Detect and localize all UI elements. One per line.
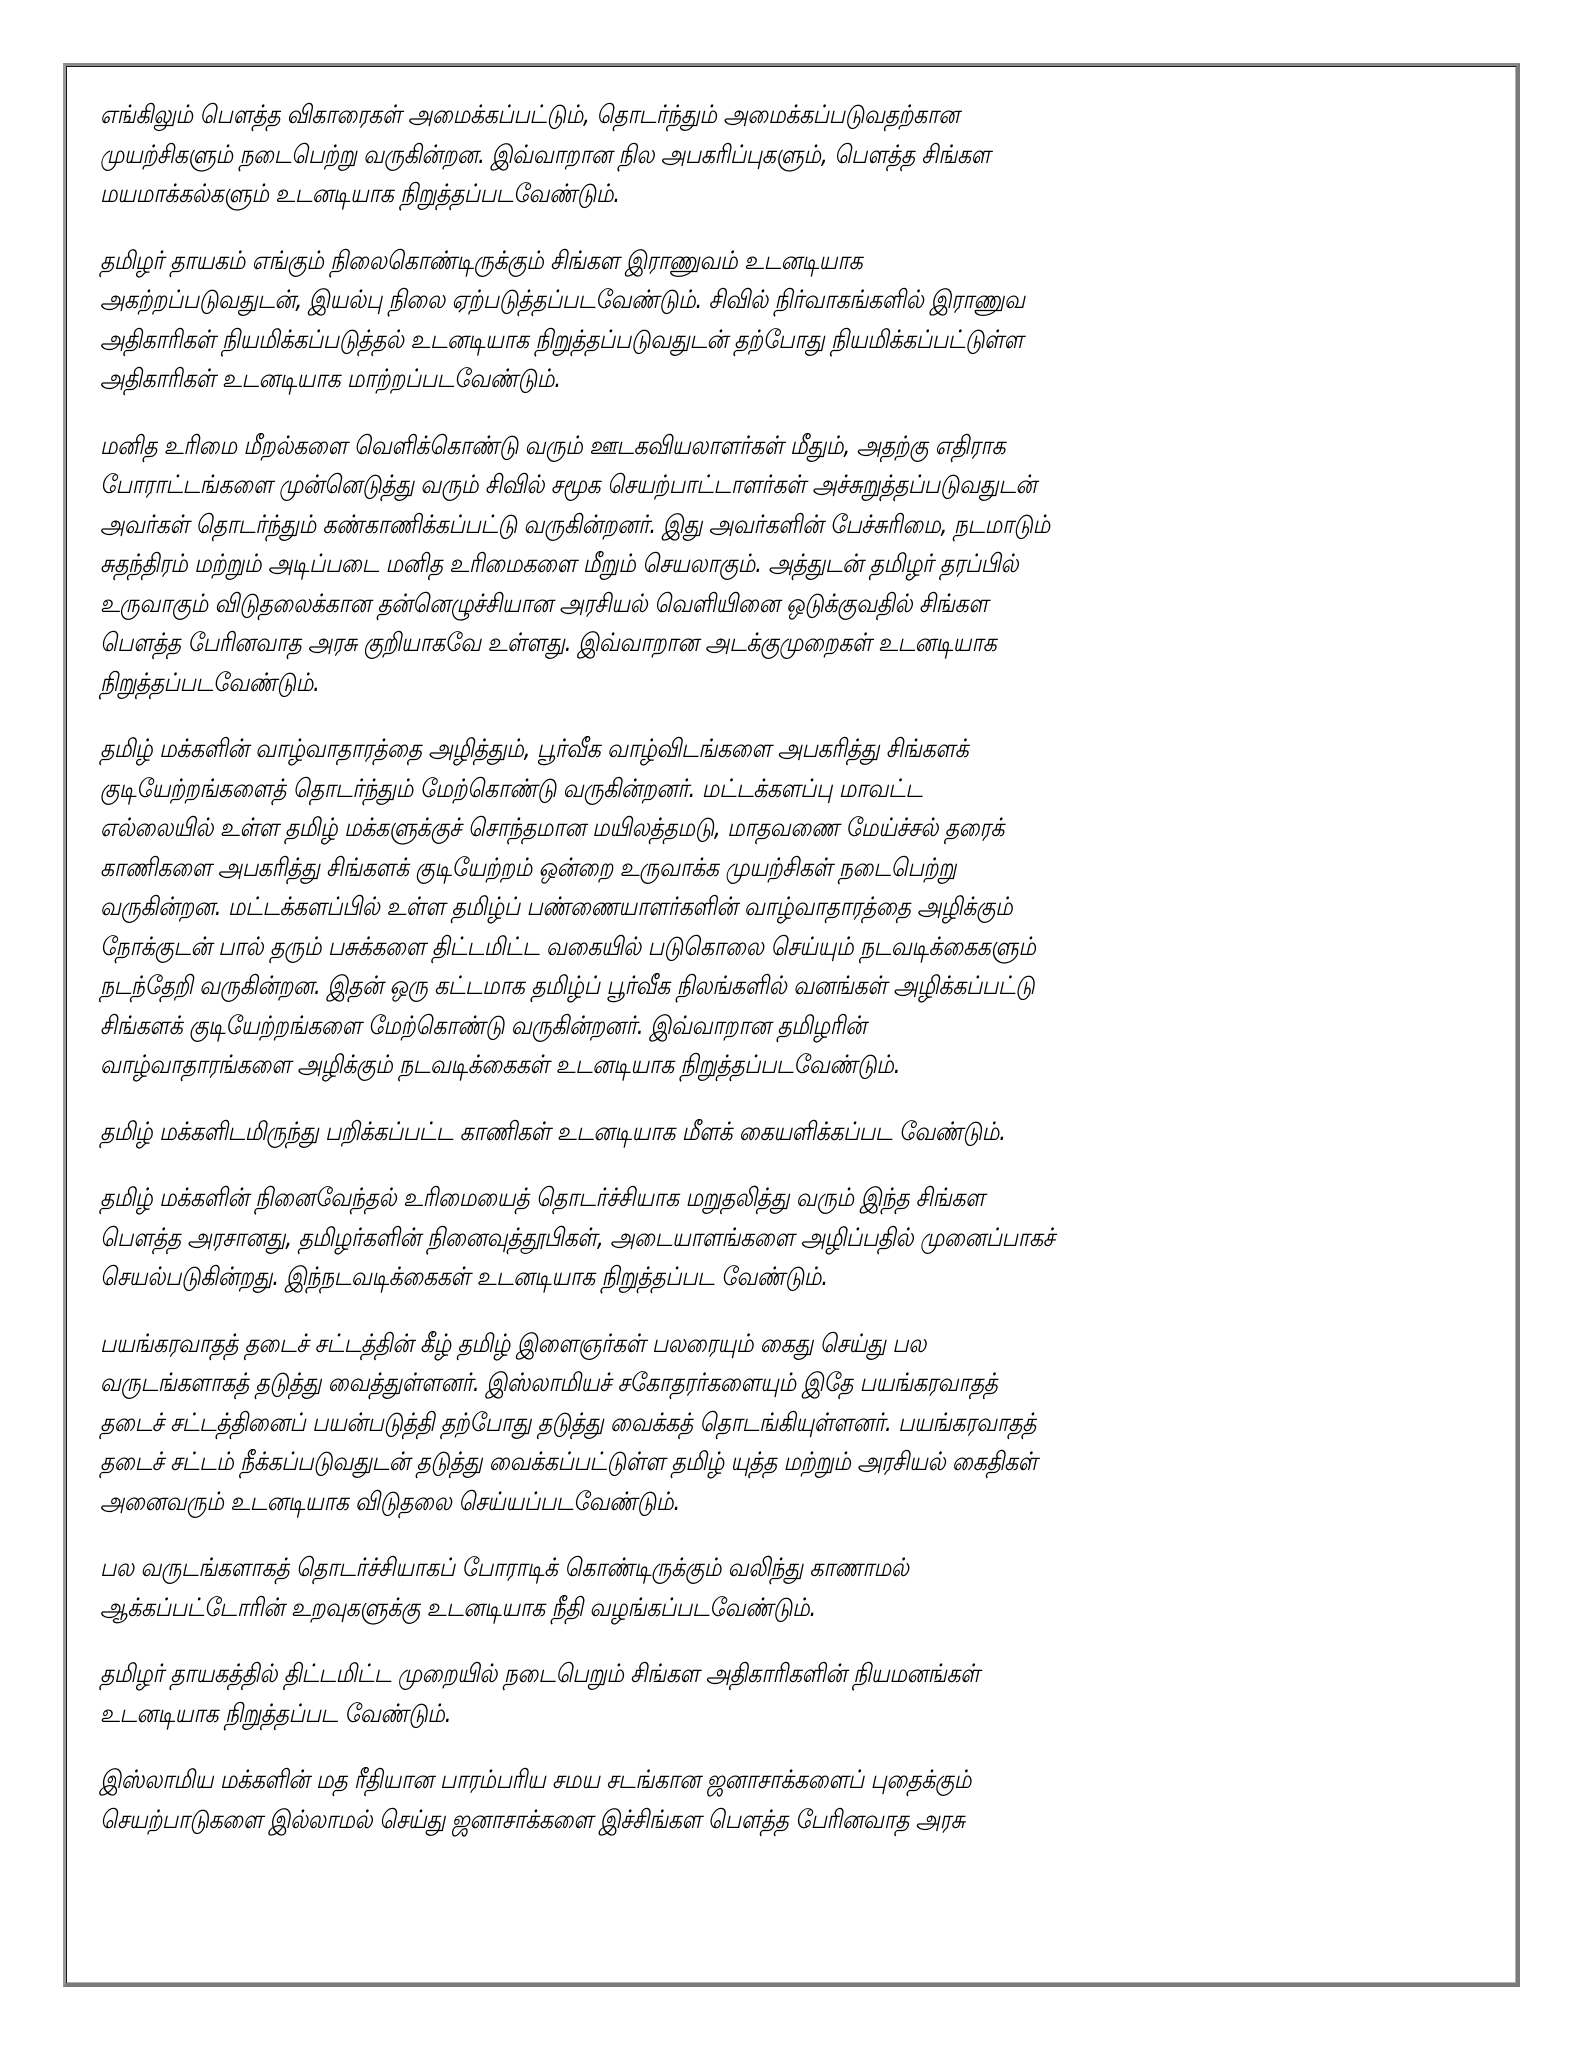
paragraph <box>100 1113 1493 1153</box>
paragraph <box>100 427 1493 704</box>
page-frame <box>63 63 1520 1987</box>
text-line: செயல்படுகின்றது. இந்நடவடிக்கைகள் உடனடியாக நிறுத்தப்பட வேண்டும். <box>100 1262 828 1292</box>
text-line: தடைச் சட்டம் நீக்கப்படுவதுடன் தடுத்து வைக்கப்பட்டுள்ள தமிழ் யுத்த மற்றும் அரசியல் கைதிகள் <box>100 1447 1038 1477</box>
text-line: தமிழ் மக்களின் வாழ்வாதாரத்தை அழித்தும், பூர்வீக வாழ்விடங்களை அபகரித்து சிங்களக் <box>100 734 969 764</box>
text-line: இஸ்லாமிய மக்களின் மத ரீதியான பாரம்பரிய சமய சடங்கான ஜனாசாக்களைப் புதைக்கும் <box>100 1765 972 1795</box>
text-line: அகற்றப்படுவதுடன், இயல்பு நிலை ஏற்படுத்தப்படவேண்டும். சிவில் நிர்வாகங்களில் இராணுவ <box>100 285 1025 315</box>
text-line: தடைச் சட்டத்தினைப் பயன்படுத்தி தற்போது தடுத்து வைக்கத் தொடங்கியுள்ளனர். பயங்கரவாதத் <box>100 1407 1037 1438</box>
text-line: நடந்தேறி வருகின்றன. இதன் ஒரு கட்டமாக தமிழ்ப் பூர்வீக நிலங்களில் வனங்கள் அழிக்கப்பட்டு <box>100 971 1035 1001</box>
text-line: தமிழர் தாயகம் எங்கும் நிலைகொண்டிருக்கும் சிங்கள இராணுவம் உடனடியாக <box>100 245 863 276</box>
text-line: அனைவரும் உடனடியாக விடுதலை செய்யப்படவேண்டும். <box>100 1486 680 1517</box>
paragraph <box>100 1761 1493 1840</box>
text-line: நோக்குடன் பால் தரும் பசுக்களை திட்டமிட்ட வகையில் படுகொலை செய்யும் நடவடிக்கைகளும் <box>100 931 1036 962</box>
paragraph <box>100 730 1493 1086</box>
text-line: பௌத்த பேரினவாத அரசு குறியாகவே உள்ளது. இவ்வாறான அடக்குமுறைகள் உடனடியாக <box>100 628 997 658</box>
paragraph <box>100 1325 1493 1523</box>
text-line: ஆக்கப்பட்டோரின் உறவுகளுக்கு உடனடியாக நீதி வழங்கப்படவேண்டும். <box>100 1592 817 1623</box>
text-line: உடனடியாக நிறுத்தப்பட வேண்டும். <box>100 1698 452 1729</box>
text-line: போராட்டங்களை முன்னெடுத்து வரும் சிவில் சமூக செயற்பாட்டாளர்கள் அச்சுறுத்தப்படுவதுடன் <box>100 470 1037 500</box>
text-line: எங்கிலும் பௌத்த விகாரைகள் அமைக்கப்பட்டும், தொடர்ந்தும் அமைக்கப்படுவதற்கான <box>100 100 960 130</box>
text-line: எல்லையில் உள்ள தமிழ் மக்களுக்குச் சொந்தமான மயிலத்தமடு, மாதவணை மேய்ச்சல் தரைக் <box>100 813 1005 843</box>
paragraph <box>100 242 1493 400</box>
text-line: தமிழ் மக்களின் நினைவேந்தல் உரிமையைத் தொடர்ச்சியாக மறுதலித்து வரும் இந்த சிங்கள <box>100 1183 985 1213</box>
text-line: பௌத்த அரசானது, தமிழர்களின் நினைவுத்தூபிகள், அடையாளங்களை அழிப்பதில் முனைப்பாகச் <box>100 1222 1055 1253</box>
text-line: பயங்கரவாதத் தடைச் சட்டத்தின் கீழ் தமிழ் இளைஞர்கள் பலரையும் கைது செய்து பல <box>100 1328 927 1359</box>
text-line: வருடங்களாகத் தடுத்து வைத்துள்ளனர். இஸ்லாமியச் சகோதரர்களையும் இதே பயங்கரவாதத் <box>100 1368 998 1398</box>
text-line: அதிகாரிகள் நியமிக்கப்படுத்தல் உடனடியாக நிறுத்தப்படுவதுடன் தற்போது நியமிக்கப்பட்டுள்ள <box>100 324 1024 355</box>
text-line: உருவாகும் விடுதலைக்கான தன்னெழுச்சியான அரசியல் வெளியினை ஒடுக்குவதில் சிங்கள <box>100 588 988 619</box>
text-line: குடியேற்றங்களைத் தொடர்ந்தும் மேற்கொண்டு வருகின்றனர். மட்டக்களப்பு மாவட்ட <box>100 773 923 804</box>
paragraph <box>100 1179 1493 1298</box>
text-line: வாழ்வாதாரங்களை அழிக்கும் நடவடிக்கைகள் உடனடியாக நிறுத்தப்படவேண்டும். <box>100 1050 901 1080</box>
text-line: செயற்பாடுகளை இல்லாமல் செய்து ஜனாசாக்களை இச்சிங்கள பௌத்த பேரினவாத அரசு <box>100 1804 965 1835</box>
text-line: வருகின்றன. மட்டக்களப்பில் உள்ள தமிழ்ப் பண்ணையாளர்களின் வாழ்வாதாரத்தை அழிக்கும் <box>100 892 1013 922</box>
paragraph <box>100 1655 1493 1734</box>
paragraph <box>100 96 1493 215</box>
text-line: அதிகாரிகள் உடனடியாக மாற்றப்படவேண்டும். <box>100 364 561 394</box>
text-line: அவர்கள் தொடர்ந்தும் கண்காணிக்கப்பட்டு வருகின்றனர். இது அவர்களின் பேச்சுரிமை, நடமாடும் <box>100 509 1050 540</box>
text-line: சுதந்திரம் மற்றும் அடிப்படை மனித உரிமைகளை மீறும் செயலாகும். அத்துடன் தமிழர் தரப்பில் <box>100 549 1019 579</box>
text-line: தமிழ் மக்களிடமிருந்து பறிக்கப்பட்ட காணிகள் உடனடியாக மீளக் கையளிக்கப்பட வேண்டும். <box>100 1116 1006 1147</box>
text-line: தமிழர் தாயகத்தில் திட்டமிட்ட முறையில் நடைபெறும் சிங்கள அதிகாரிகளின் நியமனங்கள் <box>100 1659 980 1689</box>
text-line: மனித உரிமை மீறல்களை வெளிக்கொண்டு வரும் ஊடகவியலாளர்கள் மீதும், அதற்கு எதிராக <box>100 430 1006 461</box>
text-line: நிறுத்தப்படவேண்டும். <box>100 667 320 698</box>
document-body <box>100 96 1493 1867</box>
text-line: முயற்சிகளும் நடைபெற்று வருகின்றன. இவ்வாறான நில அபகரிப்புகளும், பௌத்த சிங்கள <box>100 139 991 170</box>
text-line: பல வருடங்களாகத் தொடர்ச்சியாகப் போராடிக் கொண்டிருக்கும் வலிந்து காணாமல் <box>100 1553 909 1583</box>
text-line: சிங்களக் குடியேற்றங்களை மேற்கொண்டு வருகின்றனர். இவ்வாறான தமிழரின் <box>100 1010 867 1041</box>
text-line: காணிகளை அபகரித்து சிங்களக் குடியேற்றம் ஒன்றை உருவாக்க முயற்சிகள் நடைபெற்று <box>100 852 957 883</box>
text-line: மயமாக்கல்களும் உடனடியாக நிறுத்தப்படவேண்டும். <box>100 179 620 209</box>
paragraph <box>100 1549 1493 1628</box>
